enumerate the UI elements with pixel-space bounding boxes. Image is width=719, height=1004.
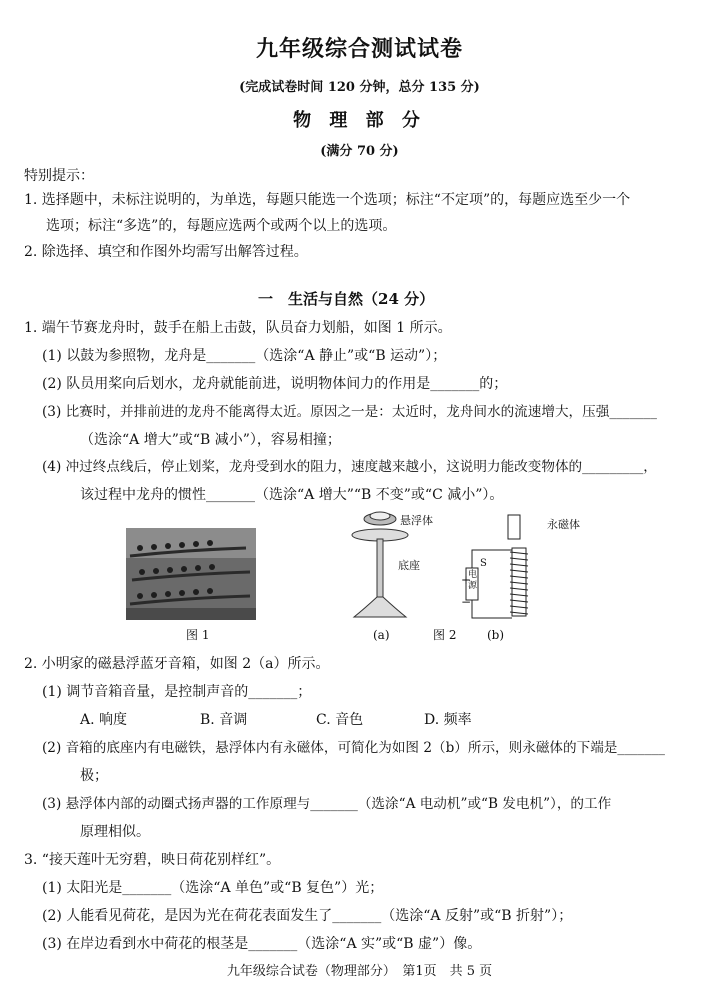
q1-sub-1: (1) 以鼓为参照物，龙舟是_______（选涂“A 静止”或“B 运动”）； (42, 348, 447, 364)
q2-stem: 2. 小明家的磁悬浮蓝牙音箱，如图 2（a）所示。 (24, 656, 330, 672)
float-label: 悬浮体 (400, 514, 433, 527)
s-label: S (480, 558, 487, 569)
q2-option-b: B. 音调 (200, 712, 248, 728)
plus-sign: + (461, 573, 472, 587)
q3-sub-3: (3) 在岸边看到水中荷花的根茎是_______（选涂“A 实”或“B 虚”）像。 (42, 936, 482, 952)
magnet-label: 永磁体 (547, 518, 580, 531)
q3-sub-1: (1) 太阳光是_______（选涂“A 单色”或“B 复色”）光； (42, 880, 384, 896)
power-label: 电源 (468, 570, 478, 591)
fig2-caption: 图 2 (433, 628, 457, 642)
exam-subtitle: (完成试卷时间 120 分钟，总分 135 分) (239, 80, 480, 95)
dragon-boat-photo (126, 528, 256, 620)
minus-sign: − (461, 595, 472, 609)
q1-sub-4-line-1: (4) 冲过终点线后，停止划桨，龙舟受到水的阻力，速度越来越小，这说明力能改变物体的_________， (42, 459, 657, 475)
q2-option-c: C. 音色 (316, 712, 364, 728)
q1-stem: 1. 端午节赛龙舟时，鼓手在船上击鼓，队员奋力划船，如图 1 所示。 (24, 320, 452, 336)
fig2a-label: (a) (373, 628, 390, 642)
q2-sub-3-line-1: (3) 悬浮体内部的动圈式扬声器的工作原理与_______（选涂“A 电动机”或“B 发电机”），的工作 (42, 796, 612, 812)
q2-option-d: D. 频率 (424, 712, 472, 728)
q2-sub-2-line-1: (2) 音箱的底座内有电磁铁，悬浮体内有永磁体，可简化为如图 2（b）所示，则永磁体的下端是_______ (42, 740, 665, 756)
page-footer: 九年级综合试卷（物理部分） 第1页 共 5 页 (226, 964, 493, 979)
fig2b-label: (b) (487, 628, 505, 642)
note-2: 2. 除选择、填空和作图外均需写出解答过程。 (24, 244, 308, 260)
notes-heading: 特别提示： (24, 168, 94, 184)
full-score: (满分 70 分) (320, 144, 399, 159)
fig1-caption: 图 1 (186, 628, 210, 642)
q2-sub-3-line-2: 原理相似。 (80, 824, 150, 840)
q1-sub-2: (2) 队员用桨向后划水，龙舟就能前进，说明物体间力的作用是_______的； (42, 376, 508, 392)
q3-stem: 3. “接天莲叶无穷碧，映日荷花别样红”。 (24, 852, 281, 868)
q3-sub-2: (2) 人能看见荷花，是因为光在荷花表面发生了_______（选涂“A 反射”或“B 折射”）； (42, 908, 573, 924)
exam-title: 九年级综合测试试卷 (255, 36, 463, 62)
note-1-line-1: 1. 选择题中，未标注说明的，为单选，每题只能选一个选项；标注“不定项”的，每题应选至少一个 (24, 192, 631, 208)
q2-sub-2-line-2: 极； (80, 768, 108, 784)
base-label: 底座 (398, 559, 420, 572)
q1-sub-3-line-2: （选涂“A 增大”或“B 减小”），容易相撞； (80, 432, 341, 448)
q1-sub-4-line-2: 该过程中龙舟的惯性_______（选涂“A 增大”“B 不变”或“C 减小”）。 (80, 487, 504, 503)
section-title: 物 理 部 分 (293, 110, 426, 131)
part-title: 一 生活与自然（24 分） (258, 290, 435, 308)
note-1-line-2: 选项；标注“多选”的，每题应选两个或两个以上的选项。 (46, 218, 397, 234)
q2-option-a: A. 响度 (80, 712, 128, 728)
q2-sub-1: (1) 调节音箱音量，是控制声音的_______； (42, 684, 312, 700)
q1-sub-3-line-1: (3) 比赛时，并排前进的龙舟不能离得太近。原因之一是：太近时，龙舟间水的流速增大，压强_______ (42, 404, 657, 420)
